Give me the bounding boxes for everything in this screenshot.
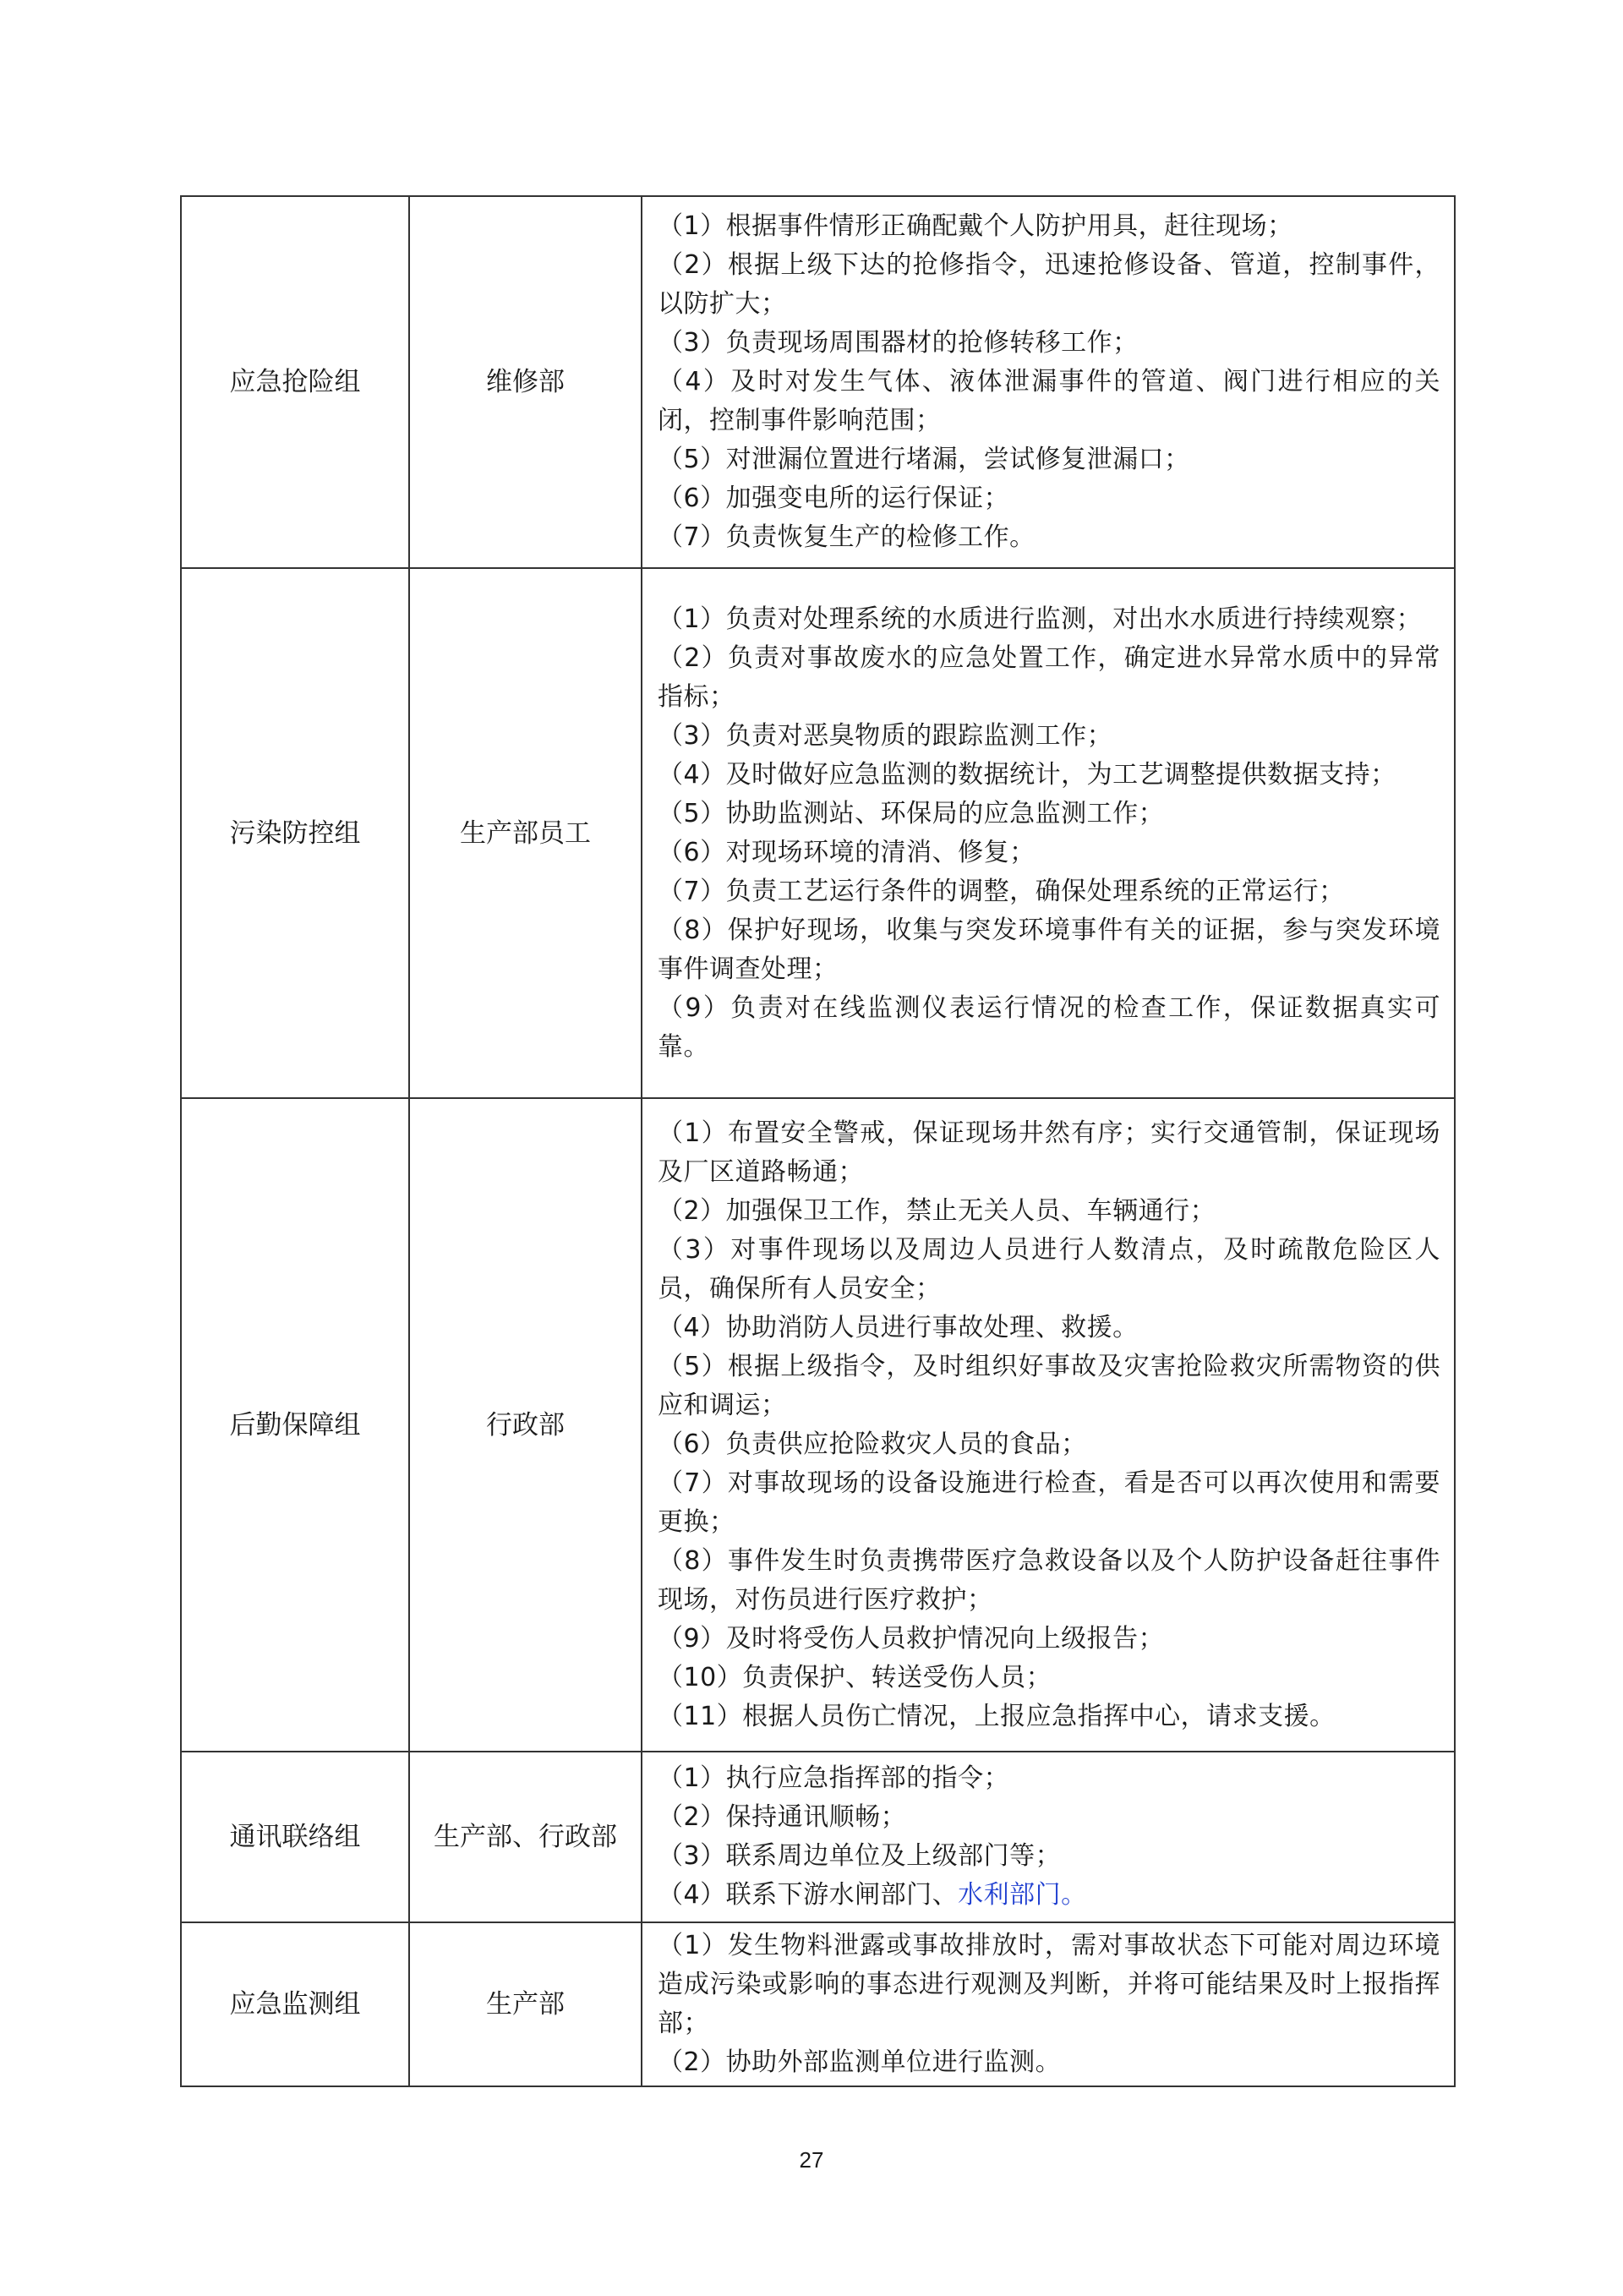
department-cell: 行政部 <box>409 1098 642 1752</box>
duty-item: （9）及时将受伤人员救护情况向上级报告； <box>658 1623 1165 1654</box>
duty-item: （1）执行应急指挥部的指令； <box>658 1763 1010 1793</box>
group-name-cell: 应急监测组 <box>181 1922 409 2086</box>
duty-item: （2）加强保卫工作，禁止无关人员、车辆通行； <box>658 1195 1216 1226</box>
duty-item: （2）根据上级下达的抢修指令，迅速抢修设备、管道，控制事件，以防扩大； <box>658 250 1440 319</box>
duty-item: （6）负责供应抢险救灾人员的食品； <box>658 1429 1087 1459</box>
duty-item: （4）及时做好应急监测的数据统计，为工艺调整提供数据支持； <box>658 759 1396 790</box>
duty-item: （2）协助外部监测单位进行监测。 <box>658 2047 1062 2077</box>
duty-item: （1）根据事件情形正确配戴个人防护用具，赶往现场； <box>658 211 1293 241</box>
table-row <box>181 196 1455 568</box>
duty-item: （5）协助监测站、环保局的应急监测工作； <box>658 798 1165 828</box>
duty-item-text: （4）联系下游水闸部门、 <box>658 1880 959 1910</box>
duty-item: （2）负责对事故废水的应急处置工作，确定进水异常水质中的异常指标； <box>658 642 1440 712</box>
duty-item: （8）事件发生时负责携带医疗急救设备以及个人防护设备赶往事件现场，对伤员进行医疗救护； <box>658 1545 1440 1615</box>
duty-item: （4）协助消防人员进行事故处理、救援。 <box>658 1312 1139 1342</box>
duty-item: （3）负责对恶臭物质的跟踪监测工作； <box>658 720 1113 751</box>
duties-cell <box>642 1922 1455 2086</box>
department-cell: 生产部 <box>409 1922 642 2086</box>
duties-cell <box>642 568 1455 1098</box>
duties-cell <box>642 1752 1455 1922</box>
duty-item: （1）负责对处理系统的水质进行监测，对出水水质进行持续观察； <box>658 604 1423 634</box>
duties-cell <box>642 1098 1455 1752</box>
duty-item: （7）对事故现场的设备设施进行检查，看是否可以再次使用和需要更换； <box>658 1468 1440 1537</box>
duty-item: （7）负责恢复生产的检修工作。 <box>658 522 1036 552</box>
duty-item-with-link <box>658 1876 1440 1915</box>
duty-item: （1）布置安全警戒，保证现场井然有序；实行交通管制，保证现场及厂区道路畅通； <box>658 1118 1440 1187</box>
duty-item: （5）根据上级指令，及时组织好事故及灾害抢险救灾所需物资的供应和调运； <box>658 1351 1440 1420</box>
table-row <box>181 1098 1455 1752</box>
responsibility-table <box>180 195 1456 2087</box>
duty-item: （5）对泄漏位置进行堵漏，尝试修复泄漏口； <box>658 445 1190 474</box>
table-row <box>181 1922 1455 2086</box>
duty-item: （11）根据人员伤亡情况，上报应急指挥中心，请求支援。 <box>658 1701 1336 1731</box>
table-row <box>181 1752 1455 1922</box>
table-row <box>181 568 1455 1098</box>
group-name-cell: 后勤保障组 <box>181 1098 409 1752</box>
duty-item: （3）负责现场周围器材的抢修转移工作； <box>658 328 1139 358</box>
duty-item: （8）保护好现场，收集与突发环境事件有关的证据，参与突发环境事件调查处理； <box>658 915 1440 984</box>
duty-item: （6）对现场环境的清消、修复； <box>658 837 1036 867</box>
duty-item: （3）联系周边单位及上级部门等； <box>658 1841 1062 1871</box>
page-number: 27 <box>799 2147 824 2173</box>
department-cell: 生产部员工 <box>409 568 642 1098</box>
duty-item: （9）负责对在线监测仪表运行情况的检查工作，保证数据真实可靠。 <box>658 992 1440 1062</box>
group-name-cell: 应急抢险组 <box>181 196 409 568</box>
water-department-link[interactable]: 水利部门。 <box>958 1880 1087 1910</box>
duty-item: （7）负责工艺运行条件的调整，确保处理系统的正常运行； <box>658 876 1345 906</box>
duty-item: （2）保持通讯顺畅； <box>658 1802 907 1832</box>
department-cell: 生产部、行政部 <box>409 1752 642 1922</box>
duty-item: （6）加强变电所的运行保证； <box>658 484 1010 513</box>
duty-item: （3）对事件现场以及周边人员进行人数清点，及时疏散危险区人员，确保所有人员安全； <box>658 1234 1440 1304</box>
duties-cell <box>642 196 1455 568</box>
duty-item: （4）及时对发生气体、液体泄漏事件的管道、阀门进行相应的关闭，控制事件影响范围； <box>658 367 1440 435</box>
group-name-cell: 通讯联络组 <box>181 1752 409 1922</box>
duty-item: （10）负责保护、转送受伤人员； <box>658 1662 1052 1692</box>
group-name-cell: 污染防控组 <box>181 568 409 1098</box>
duty-item: （1）发生物料泄露或事故排放时，需对事故状态下可能对周边环境造成污染或影响的事态进行观测及判断，并将可能结果及时上报指挥部； <box>658 1931 1440 2038</box>
department-cell: 维修部 <box>409 196 642 568</box>
